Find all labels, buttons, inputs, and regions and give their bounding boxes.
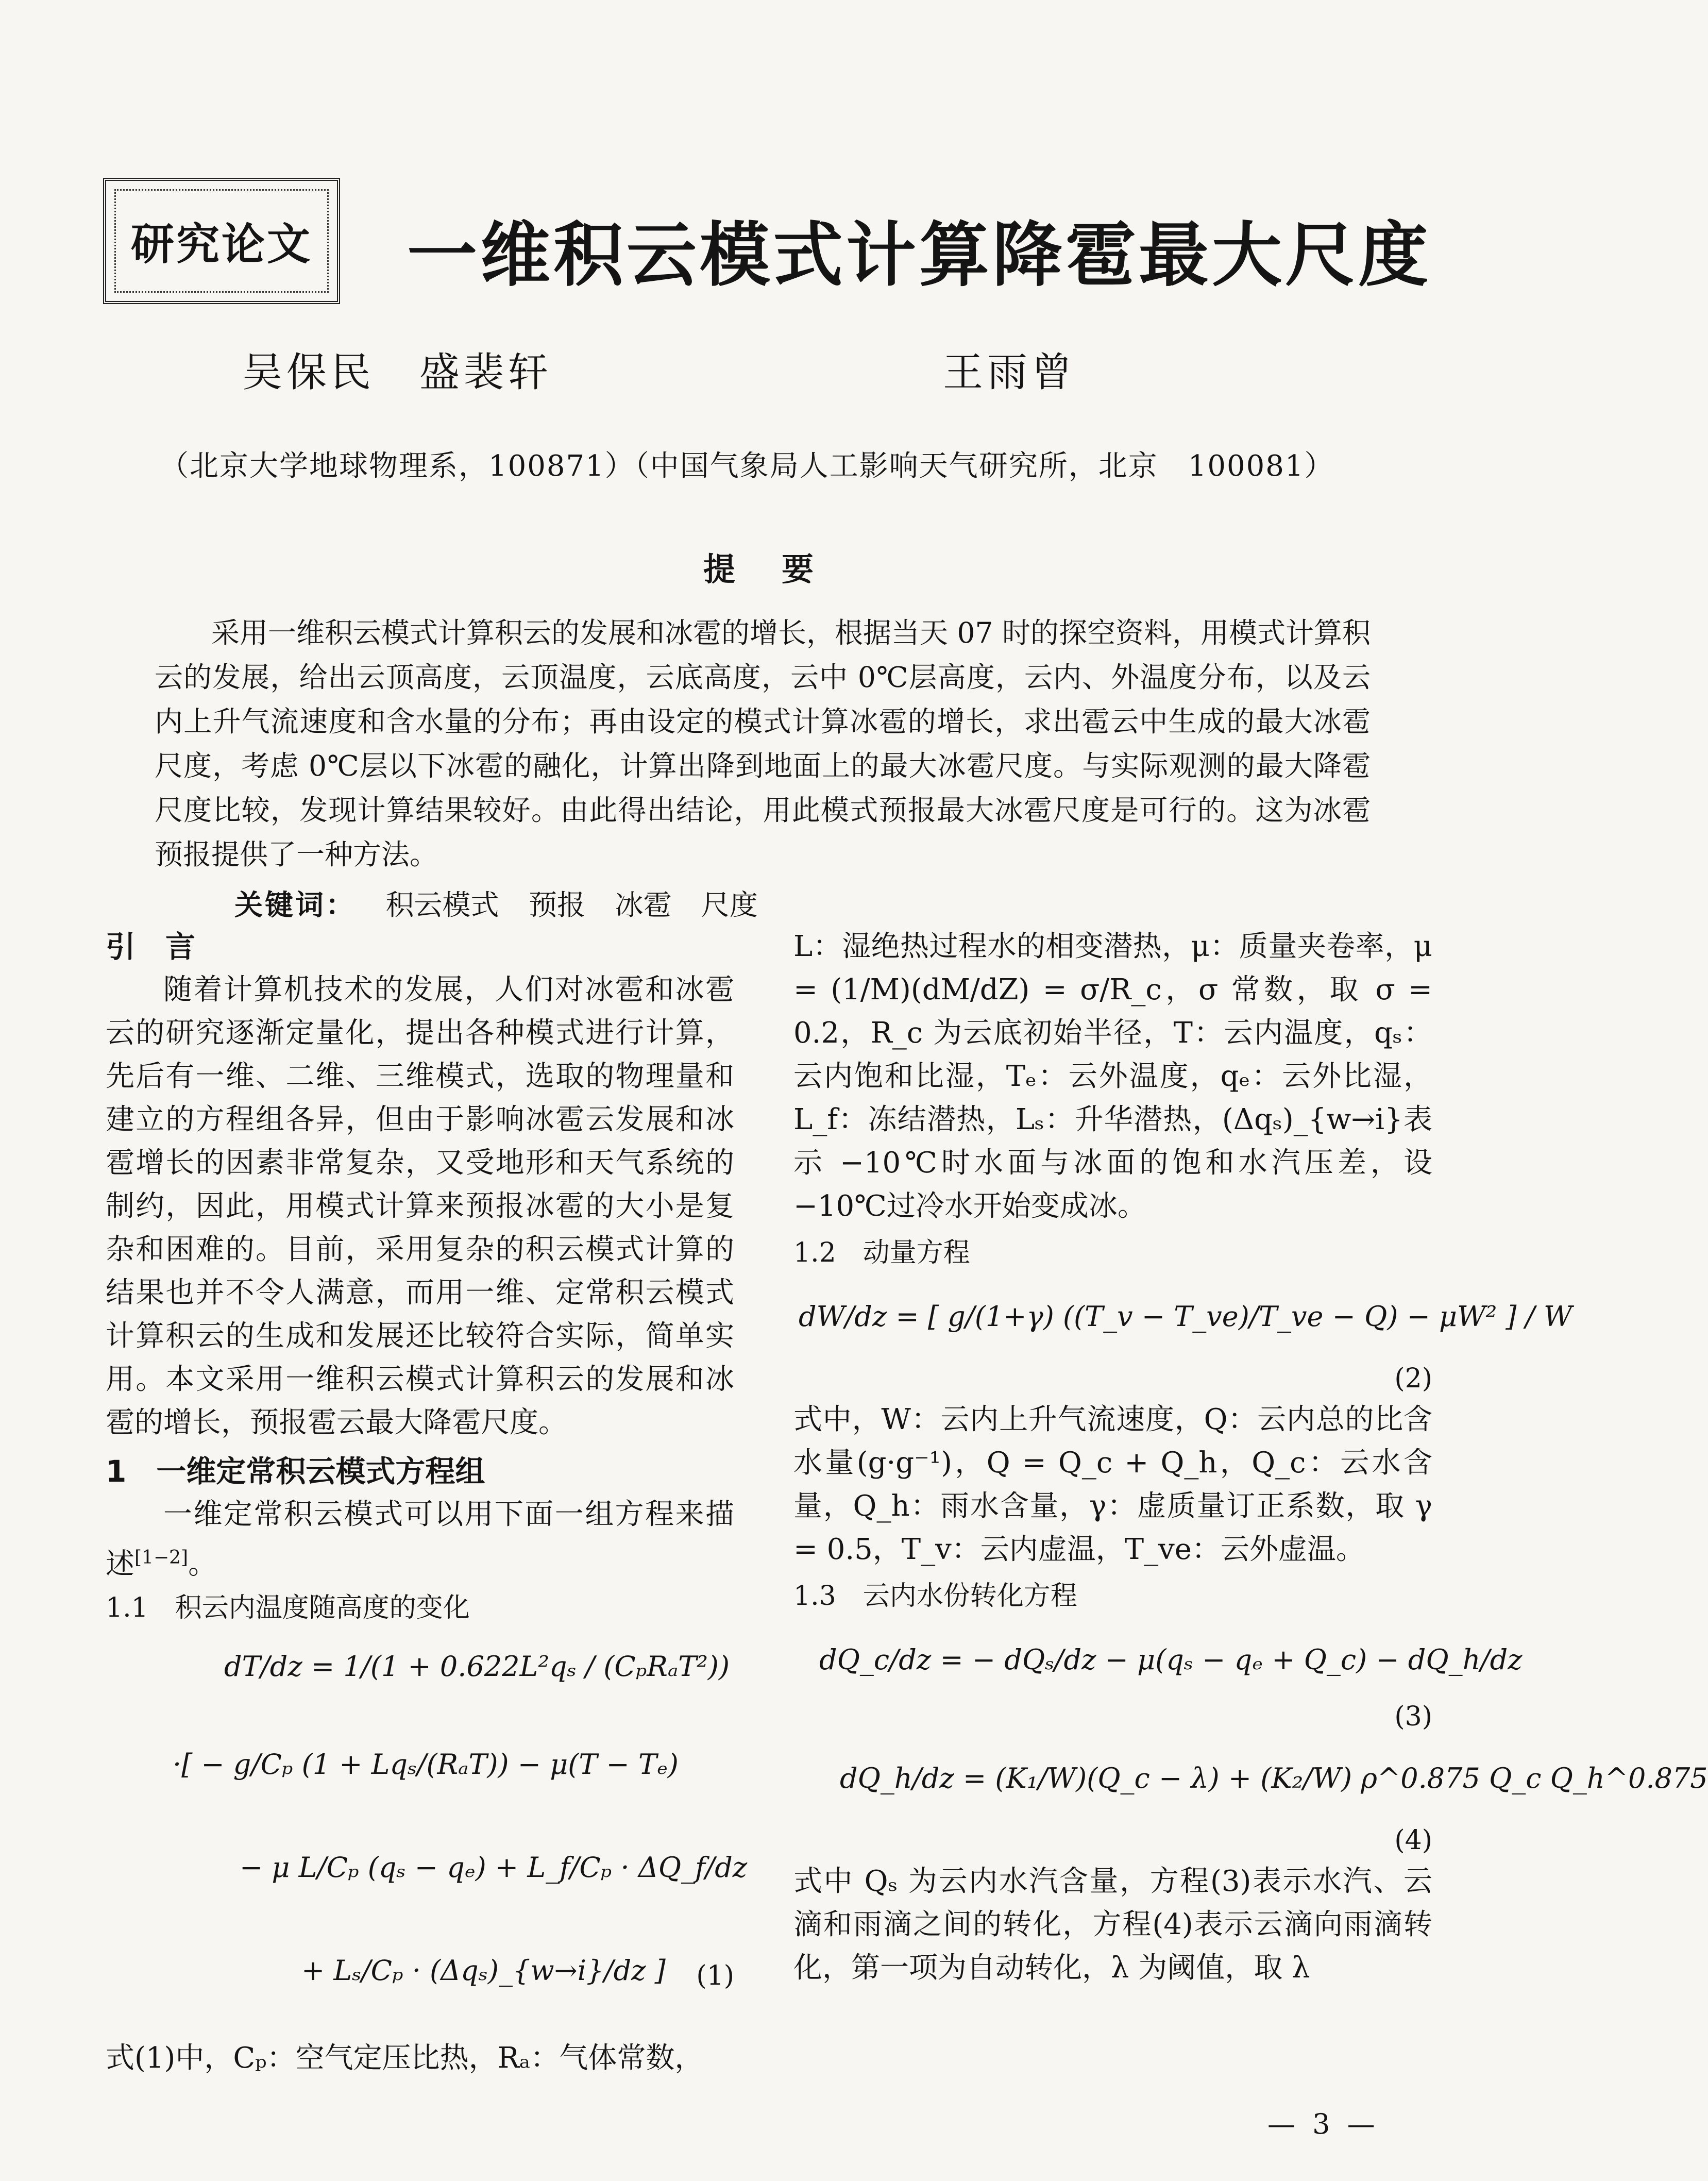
section-1-paragraph <box>106 1493 734 1586</box>
equation-1-number: (1) <box>696 1960 734 1991</box>
equation-1-line: ·[ − g/Cₚ (1 + Lqₛ/(RₐT)) − μ(T − Tₑ) <box>173 1748 679 1781</box>
equations-3-4 <box>793 1618 1708 1860</box>
keyword: 冰雹 <box>615 888 672 921</box>
abstract-body <box>155 611 1371 877</box>
left-column <box>106 925 748 2080</box>
authors-group-2: 王雨曾 <box>943 349 1076 396</box>
page-number: — 3 — <box>1267 2108 1379 2140</box>
right-column <box>793 925 1708 1990</box>
section-1-heading: 1 一维定常积云模式方程组 <box>106 1454 485 1489</box>
equation-1-line: + Lₛ/Cₚ · (Δqₛ)_{w→i}/dz ] <box>301 1954 666 1987</box>
article-type-label-box <box>103 178 340 304</box>
equation-4-number: (4) <box>1394 1825 1432 1856</box>
authors-group-1: 吴保民 盛裴轩 <box>242 349 553 396</box>
equation-1 <box>106 1630 748 2037</box>
section-1-text-end: 。 <box>188 1547 217 1581</box>
momentum-definitions: 式中，W：云内上升气流速度，Q：云内总的比含水量(g·g⁻¹)，Q = Q_c + Q_h，Q_c：云水含量，Q_h：雨水含量，γ：虚质量订正系数，取 γ = 0.5，T_v：云内虚温，T_ve：云外虚温。 <box>793 1403 1432 1566</box>
article-type-label: 研究论文 <box>130 219 312 270</box>
equation-2-body: dW/dz = [ g/(1+γ) ((T_v − T_ve)/T_ve − Q) − μW² ] / W <box>799 1300 1572 1333</box>
subsection-1-3-heading: 1.3 云内水份转化方程 <box>793 1581 1077 1612</box>
keyword: 尺度 <box>701 888 758 921</box>
equation-1-line: dT/dz = 1/(1 + 0.622L²qₛ / (CₚRₐT²)) <box>224 1650 730 1683</box>
paper-title: 一维积云模式计算降雹最大尺度 <box>407 215 1431 296</box>
intro-heading: 引 言 <box>106 929 196 964</box>
equation-3-body: dQ_c/dz = − dQₛ/dz − μ(qₛ − qₑ + Q_c) − dQ_h/dz <box>819 1643 1523 1676</box>
equation-3-number: (3) <box>1394 1701 1432 1732</box>
subsection-1-2-heading: 1.2 动量方程 <box>793 1237 970 1268</box>
equation-1-line: − μ L/Cₚ (qₛ − qₑ) + L_f/Cₚ · ΔQ_f/dz <box>240 1851 748 1884</box>
intro-paragraph: 随着计算机技术的发展，人们对冰雹和冰雹云的研究逐渐定量化，提出各种模式进行计算，先后有一维、二维、三维模式，选取的物理量和建立的方程组各异，但由于影响冰雹云发展和冰雹增长的因素非常复杂，又受地形和天气系统的制约，因此，用模式计算来预报冰雹的大小是复杂和困难的。目前，采用复杂的积云模式计算的结果也并不令人满意，而用一维、定常积云模式计算积云的生成和发展还比较符合实际，简单实用。本文采用一维积云模式计算积云的发展和冰雹的增长，预报雹云最大降雹尺度。 <box>106 973 734 1439</box>
subsection-1-1-heading: 1.1 积云内温度随高度的变化 <box>106 1592 470 1623</box>
abstract-heading: 提要 <box>703 550 860 588</box>
equation-2-number: (2) <box>1394 1363 1432 1394</box>
equation-2 <box>793 1274 1572 1398</box>
equation-4-body: dQ_h/dz = (K₁/W)(Q_c − λ) + (K₂/W) ρ^0.875 Q_c Q_h^0.875 <box>840 1762 1708 1794</box>
citation: [1−2] <box>134 1547 189 1568</box>
after-equation-1-text: 式(1)中，Cₚ：空气定压比热，Rₐ：气体常数， <box>106 2041 704 2075</box>
section-1-text: 一维定常积云模式可以用下面一组方程来描述 <box>106 1498 734 1581</box>
variable-definitions: L：湿绝热过程水的相变潜热，μ：质量夹卷率，μ = (1/M)(dM/dZ) = σ/R_c，σ 常数，取 σ = 0.2，R_c 为云底初始半径，T：云内温度，qₛ：云内饱和比湿，Tₑ：云外温度，qₑ：云外比湿，L_f：冻结潜热，Lₛ：升华潜热，(Δqₛ)_{w→i}表示 −10℃时水面与冰面的饱和水汽压差，设 −10℃过冷水开始变成冰。 <box>793 930 1432 1223</box>
keyword: 积云模式 <box>385 888 499 921</box>
abstract-text: 采用一维积云模式计算积云的发展和冰雹的增长，根据当天 07 时的探空资料，用模式计算积云的发展，给出云顶高度，云顶温度，云底高度，云中 0℃层高度，云内、外温度分布，以及云内上升气流速度和含水量的分布；再由设定的模式计算冰雹的增长，求出雹云中生成的最大冰雹尺度，考虑 0℃层以下冰雹的融化，计算出降到地面上的最大冰雹尺度。与实际观测的最大降雹尺度比较，发现计算结果较好。由此得出结论，用此模式预报最大冰雹尺度是可行的。这为冰雹预报提供了一种方法。 <box>155 616 1371 871</box>
keywords-line <box>234 882 758 923</box>
water-conversion-text: 式中 Qₛ 为云内水汽含量，方程(3)表示水汽、云滴和雨滴之间的转化，方程(4)表示云滴向雨滴转化，第一项为自动转化，λ 为阈值，取 λ <box>793 1865 1432 1985</box>
keywords-label: 关键词： <box>234 888 357 921</box>
keyword: 预报 <box>529 888 586 921</box>
affiliations: （北京大学地球物理系，100871）（中国气象局人工影响天气研究所，北京 100081） <box>160 449 1334 483</box>
